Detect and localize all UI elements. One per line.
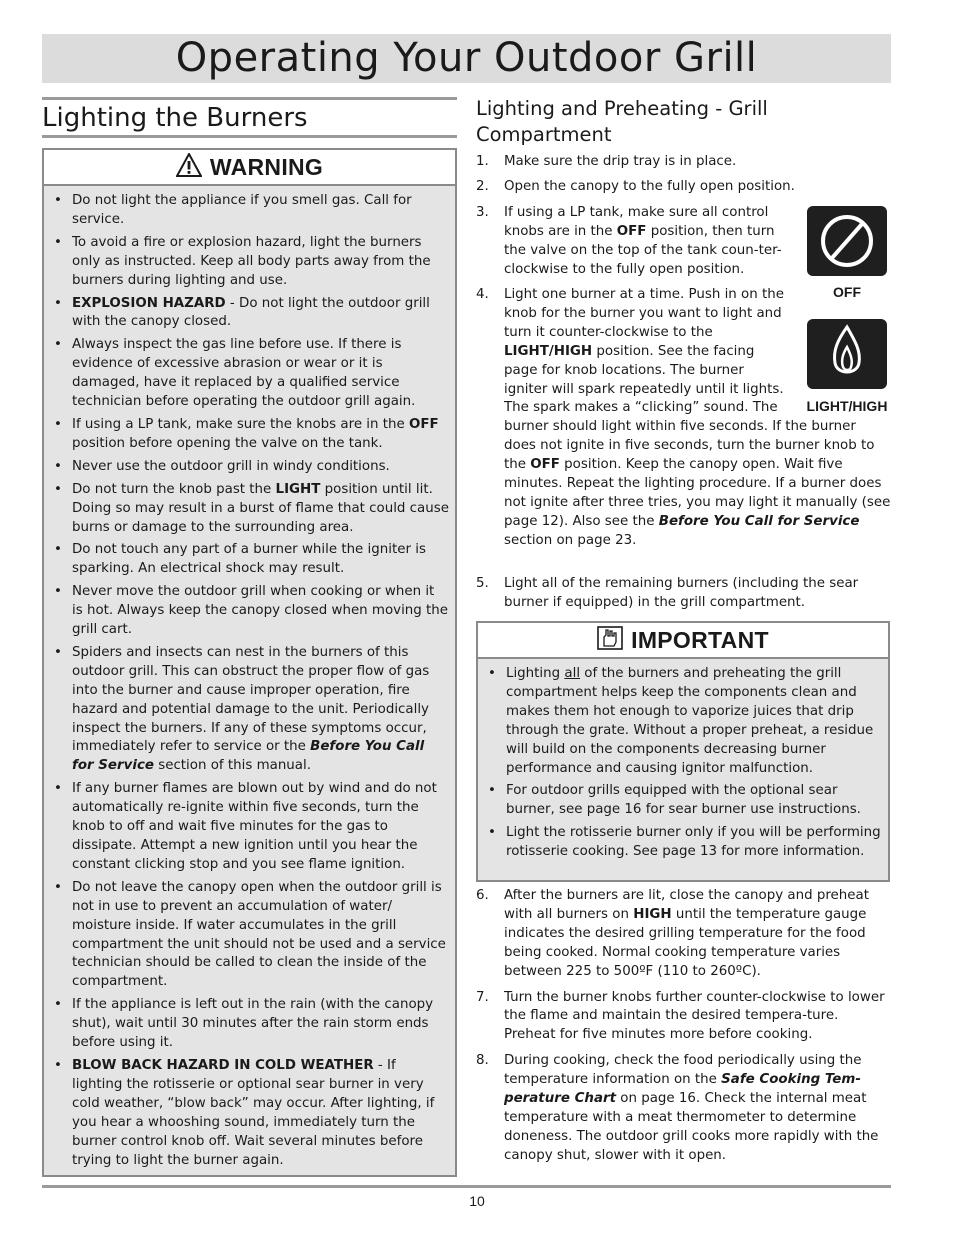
warning-triangle-icon <box>176 153 202 181</box>
steps-list-a <box>476 153 891 197</box>
page-number: 10 <box>469 1193 485 1209</box>
step-item: 6. After the burners are lit, close the canopy and preheat with all burners on HIGH until the temperature gauge indicates the desired grilling temperature for the food being cooked. Normal cooking temperature varies between 225 to 500ºF (110 to 260ºC). <box>476 888 869 979</box>
list-item: • Spiders and insects can nest in the burners of this outdoor grill. This can obstruct the proper flow of gas into the burner and cause improper operation, fire hazard and potential damage to the unit. Periodically inspect the burners. If any of these symptoms occur, immediately refer to service or the Before You Call for Service section of this manual. <box>52 644 449 776</box>
list-item: • EXPLOSION HAZARD - Do not light the outdoor grill with the canopy closed. <box>52 295 449 333</box>
off-knob-image <box>807 206 887 276</box>
light-high-knob-label: LIGHT/HIGH <box>806 398 888 414</box>
list-item: • If the appliance is left out in the rain (with the canopy shut), wait until 30 minutes after the rain storm ends before using it. <box>52 996 449 1053</box>
important-box <box>476 621 890 882</box>
list-item: • Lighting all of the burners and preheating the grill compartment helps keep the components clean and makes them hot enough to vaporize juices that drip through the grate. Without a proper preheat, a residue will build on the components decreasing burner performance and causing ignitor malfunction. <box>486 665 882 778</box>
warning-list <box>44 186 455 1170</box>
list-item: • Do not turn the knob past the LIGHT position until lit. Doing so may result in a burst of flame that could cause burns or damage to the surrounding area. <box>52 481 449 538</box>
list-item: • To avoid a fire or explosion hazard, light the burners only as instructed. Keep all body parts away from the burners during lighting and use. <box>52 234 449 291</box>
step-item: 8. During cooking, check the food periodically using the temperature information on the Safe Cooking Tem-perature Chart on page 16. Check the internal meat temperature with a meat thermometer to determine doneness. The outdoor grill cooks more rapidly with the canopy shut, slower with it open. <box>476 1053 879 1163</box>
list-item: • Do not light the appliance if you smell gas. Call for service. <box>52 192 449 230</box>
steps-list-c <box>476 575 891 613</box>
page-title: Operating Your Outdoor Grill <box>175 35 758 81</box>
step-item: 2. Open the canopy to the fully open position. <box>476 178 795 194</box>
step-item: 5. Light all of the remaining burners (including the sear burner if equipped) in the grill compartment. <box>476 576 859 610</box>
list-item: • For outdoor grills equipped with the optional sear burner, see page 16 for sear burner use instructions. <box>486 782 882 820</box>
step-item: 4. Light one burner at a time. Push in on the knob for the burner you want to light and turn it counter-clockwise to the LIGHT/HIGH position. See the facing page for knob locations. The burner igniter will spark repeatedly until it lights. The spark makes a “clicking” sound. The burner should light within five seconds. If the burner does not ignite in five seconds, turn the burner knob to the OFF position. Keep the canopy open. Wait five minutes. Repeat the lighting procedure. If a burner does not ignite after three tries, you may light it manually (see page 12). Also see the Before You Call for Service section on page 23. <box>476 287 891 548</box>
step-item: 7. Turn the burner knobs further counter-clockwise to lower the flame and maintain the desired tempera-ture. Preheat for five minutes more before cooking. <box>476 989 885 1043</box>
list-item: • Light the rotisserie burner only if you will be performing rotisserie cooking. See page 13 for more information. <box>486 824 882 862</box>
off-knob-label: OFF <box>833 284 861 300</box>
list-item: • Never move the outdoor grill when cooking or when it is hot. Always keep the canopy closed when moving the grill cart. <box>52 583 449 640</box>
list-item: • If using a LP tank, make sure the knobs are in the OFF position before opening the valve on the tank. <box>52 416 449 454</box>
light-high-knob-image <box>807 319 887 389</box>
flame-icon <box>807 319 887 389</box>
list-item: • If any burner flames are blown out by wind and do not automatically re-ignite within five seconds, turn the knob to off and wait five minutes for the gas to dissipate. Attempt a new ignition until you hear the constant clicking stop and you see flame ignition. <box>52 780 449 875</box>
list-item: • Never use the outdoor grill in windy conditions. <box>52 458 449 477</box>
steps-list-d <box>476 887 891 1166</box>
page-title-bar <box>42 34 891 83</box>
section-heading-text: Lighting the Burners <box>42 103 308 133</box>
hand-note-icon <box>597 626 623 654</box>
important-header <box>478 623 888 659</box>
section-heading <box>42 97 457 138</box>
warning-box <box>42 148 457 1177</box>
important-label: IMPORTANT <box>631 626 769 653</box>
list-item: • BLOW BACK HAZARD IN COLD WEATHER - If lighting the rotisserie or optional sear burner in very cold weather, “blow back” may occur. After lighting, if you hear a whooshing sound, immediately turn the burner control knob off. Wait several minutes before trying to light the burner again. <box>52 1057 449 1170</box>
subsection-heading: Lighting and Preheating - Grill Compartment <box>476 97 768 146</box>
important-list <box>478 659 888 862</box>
list-item: • Always inspect the gas line before use. If there is evidence of excessive abrasion or wear or it is damaged, have it replaced by a qualified service technician before operating the outdoor grill again. <box>52 336 449 412</box>
footer-divider <box>42 1185 891 1188</box>
warning-header <box>44 150 455 186</box>
warning-label: WARNING <box>209 153 324 180</box>
steps-list-b <box>476 204 796 280</box>
step-item: 1. Make sure the drip tray is in place. <box>476 154 737 169</box>
step-item: 3. If using a LP tank, make sure all control knobs are in the OFF position, then turn the valve on the top of the tank coun-ter-clockwise to the fully open position. <box>476 205 782 277</box>
list-item: • Do not touch any part of a burner while the igniter is sparking. An electrical shock may result. <box>52 541 449 579</box>
list-item: • Do not leave the canopy open when the outdoor grill is not in use to prevent an accumulation of water/ moisture inside. If water accumulates in the grill compartment the unit should not be used and a service technician should be called to clean the inside of the compartment. <box>52 879 449 992</box>
off-symbol-icon <box>807 206 887 276</box>
